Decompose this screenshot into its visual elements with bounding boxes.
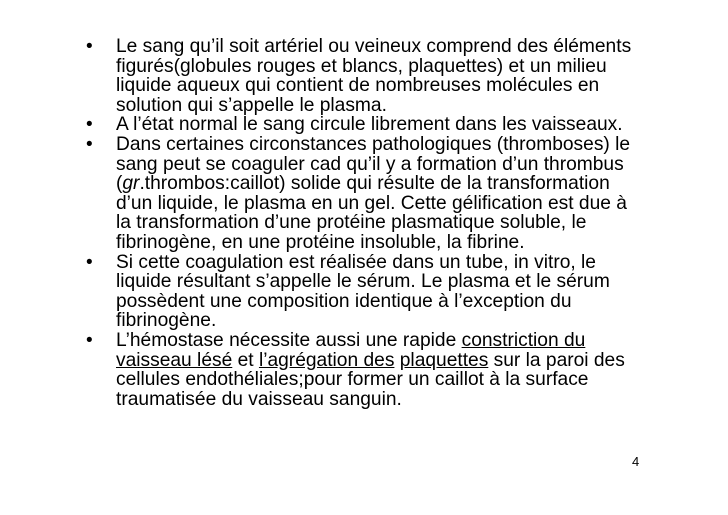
italic-text: gr <box>122 173 140 195</box>
bullet-dot-icon: • <box>86 329 93 351</box>
bullet-text: sur la paroi des cellules endothéliales;pour former un caillot à la surface traumatisée du vaisseau sanguin. <box>116 349 625 410</box>
bullet-item-normal-circulation <box>86 115 646 135</box>
bullet-text: A l’état normal le sang circule librement dans les vaisseaux. <box>116 114 623 136</box>
underlined-text: plaquettes <box>399 349 489 371</box>
bullet-text: et <box>232 349 259 371</box>
bullet-item-hemostasis <box>86 331 646 409</box>
bullet-text: L’hémostase nécessite aussi une rapide <box>116 329 462 351</box>
page-number: 4 <box>632 454 640 469</box>
bullet-item-blood-composition <box>86 37 646 115</box>
bullet-text: .thrombos:caillot) solide qui résulte de la transformation d’un liquide, le plasma en un gel. Cette gélification est due à la transformation d’une protéine plasmatique soluble, le fibrinogène, en une protéine insoluble, la fibrine. <box>116 173 627 253</box>
bullet-text: Dans certaines circonstances pathologiques (thromboses) le sang peut se coaguler cad qu’il y a formation d’un thrombus ( <box>116 133 631 195</box>
underlined-text: l’agrégation des <box>258 349 395 371</box>
bullet-text: Si cette coagulation est réalisée dans un tube, in vitro, le liquide résultant s’appelle le sérum. Le plasma et le sérum possèdent une composition identique à l’exception du fibrinogène. <box>116 251 610 332</box>
underlined-text: constriction du vaisseau lésé <box>116 329 586 371</box>
bullet-text: Le sang qu’il soit artériel ou veineux comprend des éléments figurés(globules rouges et blancs, plaquettes) et un milieu liquide aqueux qui contient de nombreuses molécules en solution qui s’appelle le plasma. <box>116 36 632 116</box>
bullet-dot-icon: • <box>86 251 93 273</box>
bullet-dot-icon: • <box>86 114 93 136</box>
bullet-item-serum <box>86 253 646 331</box>
bullet-dot-icon: • <box>86 133 93 155</box>
bullet-dot-icon: • <box>86 36 93 57</box>
bullet-item-thrombosis <box>86 135 646 253</box>
bullet-list <box>86 37 646 409</box>
